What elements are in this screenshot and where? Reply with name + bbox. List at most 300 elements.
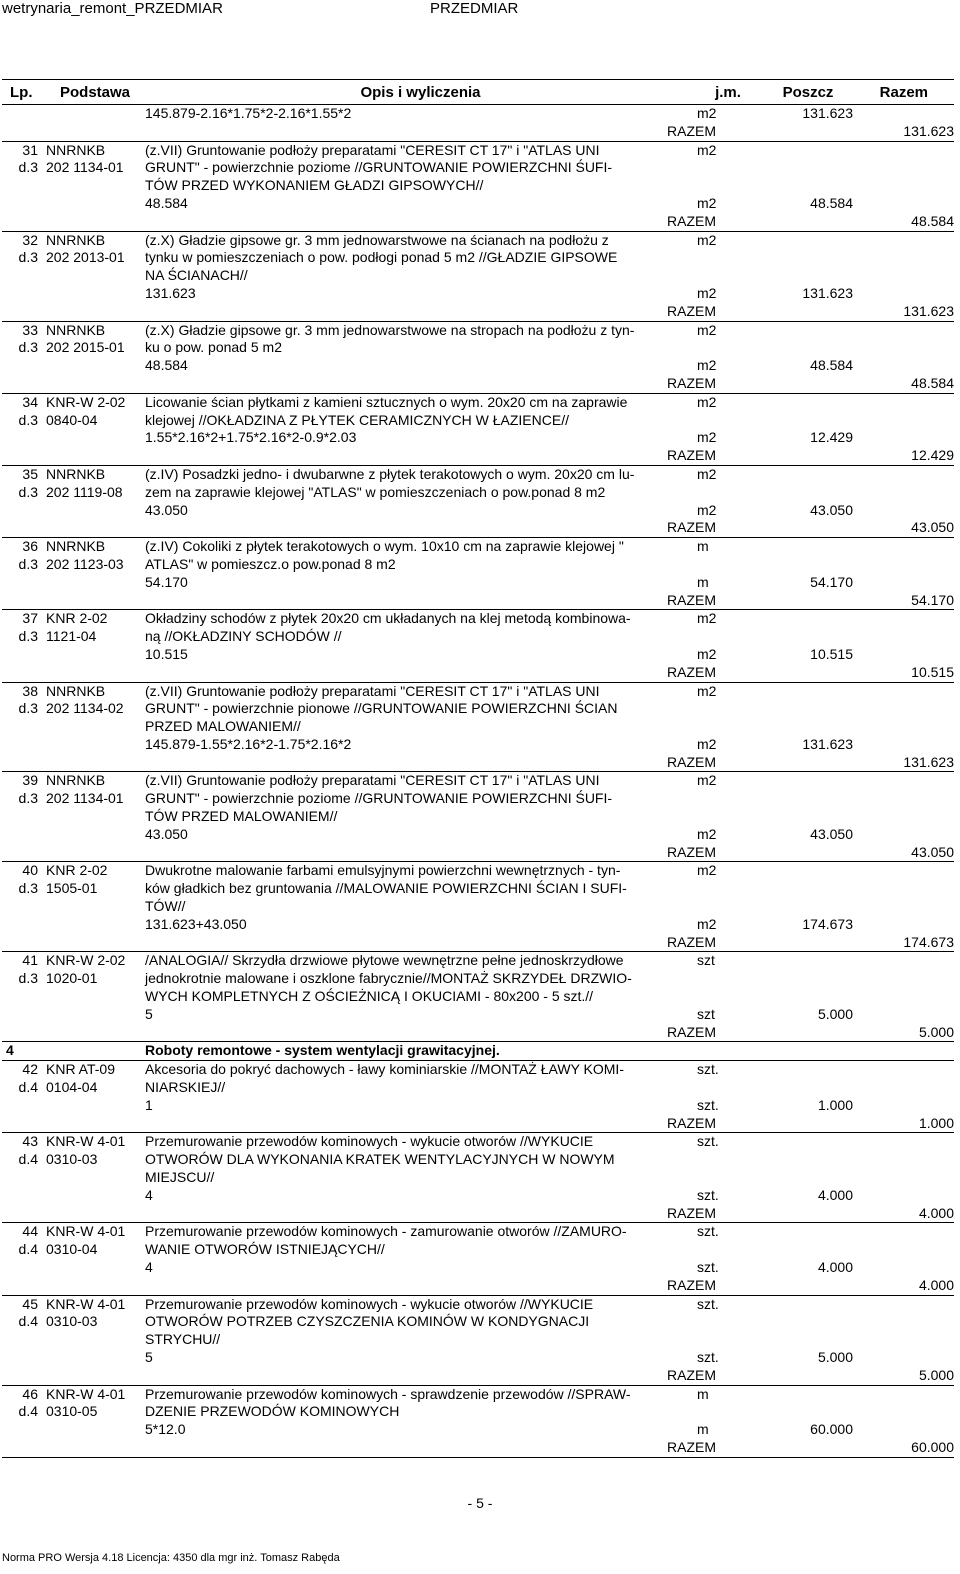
calc-value: 60.000 [810, 1421, 853, 1438]
calc-expression: 48.584 [145, 194, 188, 211]
calc-value: 48.584 [810, 194, 853, 211]
empty-cell [2, 1349, 42, 1367]
entry-number: d.3 [18, 159, 38, 176]
table-entry [2, 683, 954, 773]
empty-cell [853, 1241, 954, 1259]
empty-cell [757, 1331, 853, 1349]
table-entry [2, 1133, 954, 1223]
entry-number: d.4 [18, 1403, 38, 1420]
razem-line [2, 1277, 954, 1295]
calc-line [2, 646, 954, 664]
empty-cell [757, 683, 853, 701]
empty-cell [853, 646, 954, 664]
przedmiar-table [2, 79, 954, 1458]
description-line [2, 339, 954, 357]
razem-value: 43.050 [911, 519, 954, 536]
description-line [2, 556, 954, 574]
empty-cell [757, 988, 853, 1006]
description-line [2, 484, 954, 502]
empty-cell [2, 916, 42, 934]
table-entry [2, 1296, 954, 1386]
entry-basis: 1020-01 [46, 970, 98, 987]
razem-value: 60.000 [911, 1438, 954, 1455]
entry-unit: m [697, 1385, 709, 1402]
entry-description: TÓW PRZED WYKONANIEM GŁADZI GIPSOWYCH// [145, 177, 484, 194]
header-podstawa: Podstawa [59, 83, 131, 101]
entry-number: 39 [22, 772, 38, 789]
empty-cell [2, 1097, 42, 1115]
empty-cell [42, 195, 142, 213]
empty-cell [42, 1006, 142, 1024]
calc-unit: m2 [697, 357, 717, 374]
entry-unit: m2 [697, 682, 717, 699]
entry-unit: szt [697, 952, 715, 969]
empty-cell [853, 970, 954, 988]
entry-basis: 1505-01 [46, 880, 98, 897]
entry-number: d.3 [18, 339, 38, 356]
empty-cell [757, 1061, 853, 1079]
empty-cell [853, 177, 954, 195]
razem-line [2, 592, 954, 610]
entry-number: 31 [22, 141, 38, 158]
empty-cell [853, 466, 954, 484]
entry-basis: NNRNKB [46, 321, 106, 338]
empty-cell [853, 826, 954, 844]
description-line [2, 700, 954, 718]
empty-cell [42, 916, 142, 934]
table-entry [2, 952, 954, 1042]
empty-cell [757, 772, 853, 790]
calc-line [2, 736, 954, 754]
empty-cell [853, 232, 954, 250]
entry-basis: KNR-W 2-02 [46, 393, 126, 410]
entry-description: (z.VII) Gruntowanie podłoży preparatami "CERESIT CT 17" i "ATLAS UNI [145, 682, 600, 699]
entry-basis: 202 1134-02 [46, 700, 124, 717]
entry-basis: 202 2013-01 [46, 249, 125, 266]
entry-description: Przemurowanie przewodów kominowych - wykucie otworów //WYKUCIE [145, 1295, 594, 1312]
empty-cell [2, 736, 42, 754]
calc-value: 4.000 [817, 1186, 853, 1203]
calc-line [2, 574, 954, 592]
razem-line [2, 447, 954, 465]
razem-value: 131.623 [903, 753, 954, 770]
entry-basis: KNR 2-02 [46, 862, 108, 879]
calc-expression: 54.170 [145, 573, 188, 590]
entry-basis [42, 1331, 142, 1349]
calc-line [2, 502, 954, 520]
empty-cell [2, 502, 42, 520]
razem-value: 1.000 [918, 1114, 954, 1131]
description-line [2, 249, 954, 267]
empty-cell [757, 466, 853, 484]
calc-value: 174.673 [802, 915, 853, 932]
entry-unit [697, 700, 757, 718]
entry-unit [697, 1151, 757, 1169]
entry-basis: KNR-W 4-01 [46, 1295, 126, 1312]
entry-number [2, 898, 42, 916]
entry-unit: m2 [697, 610, 717, 627]
entry-unit: m2 [697, 141, 717, 158]
empty-cell [2, 826, 42, 844]
empty-cell [757, 808, 853, 826]
entry-unit [697, 988, 757, 1006]
razem-label: RAZEM [667, 933, 716, 950]
empty-cell [853, 1187, 954, 1205]
entry-unit [697, 1241, 757, 1259]
empty-cell [853, 610, 954, 628]
entry-number: 40 [22, 862, 38, 879]
description-line [2, 808, 954, 826]
entry-number: d.4 [18, 1313, 38, 1330]
empty-cell [853, 683, 954, 701]
entry-basis: KNR-W 2-02 [46, 952, 126, 969]
empty-cell [853, 1313, 954, 1331]
calc-line [2, 1349, 954, 1367]
razem-line [2, 754, 954, 772]
entry-description: DZENIE PRZEWODÓW KOMINOWYCH [145, 1403, 400, 1420]
entry-basis: 0310-05 [46, 1403, 98, 1420]
empty-cell [853, 1349, 954, 1367]
entry-description: Przemurowanie przewodów kominowych - zamurowanie otworów //ZAMURO- [145, 1223, 627, 1240]
entry-basis: NNRNKB [46, 538, 106, 555]
entry-basis [42, 1169, 142, 1187]
empty-cell [853, 357, 954, 375]
calc-value: 5.000 [817, 1005, 853, 1022]
description-line [2, 1313, 954, 1331]
calc-expression: 43.050 [145, 825, 188, 842]
entry-unit [697, 880, 757, 898]
razem-label: RAZEM [667, 1276, 716, 1293]
entry-number [2, 177, 42, 195]
entry-number: d.3 [18, 249, 38, 266]
razem-value: 54.170 [911, 591, 954, 608]
calc-value: 10.515 [810, 645, 853, 662]
calc-unit: szt. [697, 1096, 719, 1113]
entry-description: WYCH KOMPLETNYCH Z OŚCIEŻNICĄ I OKUCIAMI - 80x200 - 5 szt.// [145, 988, 594, 1005]
razem-line [2, 1205, 954, 1223]
table-header [2, 79, 954, 105]
entry-basis: NNRNKB [46, 231, 106, 248]
entry-unit: m2 [697, 862, 717, 879]
empty-cell [2, 574, 42, 592]
entry-unit [697, 718, 757, 736]
entry-description: Dwukrotne malowanie farbami emulsyjnymi powierzchni wewnętrznych - tyn- [145, 862, 621, 879]
calc-line [2, 195, 954, 213]
empty-cell [42, 1349, 142, 1367]
empty-cell [853, 502, 954, 520]
razem-value: 131.623 [903, 122, 954, 139]
empty-cell [853, 1223, 954, 1241]
razem-label: RAZEM [667, 663, 716, 680]
entry-unit [697, 249, 757, 267]
calc-unit: m2 [697, 429, 717, 446]
entry-description: /ANALOGIA// Skrzydła drzwiowe płytowe wewnętrzne pełne jednoskrzydłowe [145, 952, 624, 969]
empty-cell [42, 574, 142, 592]
empty-cell [853, 772, 954, 790]
entry-description: (z.IV) Posadzki jedno- i dwubarwne z płytek terakotowych o wym. 20x20 cm lu- [145, 465, 635, 482]
empty-cell [2, 1006, 42, 1024]
entry-description: TÓW PRZED MALOWANIEM// [145, 808, 338, 825]
table-entry [2, 772, 954, 862]
page-number: - 5 - [467, 1495, 493, 1511]
entry-unit [697, 484, 757, 502]
empty-cell [757, 718, 853, 736]
empty-cell [853, 1403, 954, 1421]
razem-label: RAZEM [667, 753, 716, 770]
calc-value: 43.050 [810, 501, 853, 518]
entry-basis: KNR-W 4-01 [46, 1223, 126, 1240]
empty-cell [853, 285, 954, 303]
entry-number: 32 [22, 231, 38, 248]
entry-basis: 1121-04 [46, 628, 97, 645]
calc-line [2, 1006, 954, 1024]
description-line [2, 610, 954, 628]
calc-line [2, 1421, 954, 1439]
razem-label: RAZEM [667, 519, 716, 536]
entry-description: ków gładkich bez gruntowania //MALOWANIE POWIERZCHNI ŚCIAN I SUFI- [145, 880, 627, 897]
header-razem: Razem [879, 83, 928, 101]
calc-unit: m2 [697, 645, 717, 662]
description-line [2, 718, 954, 736]
entry-unit [697, 898, 757, 916]
entry-basis [42, 988, 142, 1006]
description-line [2, 1133, 954, 1151]
entry-unit: szt. [697, 1223, 719, 1240]
entry-number: 36 [22, 538, 38, 555]
calc-expression: 1.55*2.16*2+1.75*2.16*2-0.9*2.03 [145, 429, 357, 446]
calc-unit: m2 [697, 825, 717, 842]
entry-number: 45 [22, 1295, 38, 1312]
empty-cell [42, 1097, 142, 1115]
empty-cell [2, 429, 42, 447]
entry-number: 44 [22, 1223, 38, 1240]
entry-basis: 202 1134-01 [46, 159, 124, 176]
empty-cell [853, 1061, 954, 1079]
entry-description: Licowanie ścian płytkami z kamieni sztucznych o wym. 20x20 cm na zaprawie [145, 393, 628, 410]
description-line [2, 1079, 954, 1097]
entry-number: d.3 [18, 880, 38, 897]
empty-cell [757, 1386, 853, 1404]
empty-cell [757, 970, 853, 988]
entry-unit [697, 339, 757, 357]
calc-expression: 1 [145, 1096, 153, 1113]
empty-cell [853, 339, 954, 357]
entry-basis: NNRNKB [46, 141, 106, 158]
entry-description: TÓW// [145, 898, 186, 915]
entry-unit [697, 970, 757, 988]
description-line [2, 1223, 954, 1241]
entry-unit: m2 [697, 231, 717, 248]
entry-number [2, 267, 42, 285]
entry-description: jednokrotnie malowane i oszklone fabrycznie//MONTAŻ SKRZYDEŁ DRZWIO- [145, 970, 632, 987]
calc-value: 131.623 [802, 284, 853, 301]
empty-cell [757, 232, 853, 250]
calc-expression: 145.879-2.16*1.75*2-2.16*1.55*2 [145, 105, 352, 121]
razem-line [2, 123, 954, 141]
calc-line [2, 826, 954, 844]
entry-unit [697, 1079, 757, 1097]
empty-cell [853, 538, 954, 556]
empty-cell [757, 1133, 853, 1151]
empty-cell [853, 249, 954, 267]
calc-value: 12.429 [810, 429, 853, 446]
carry-over-entry [2, 105, 954, 142]
entries-group-3 [2, 142, 954, 1043]
empty-cell [853, 880, 954, 898]
description-line [2, 1169, 954, 1187]
entry-number: d.4 [18, 1241, 38, 1258]
empty-cell [757, 412, 853, 430]
calc-expression: 4 [145, 1259, 153, 1275]
entry-unit [697, 1403, 757, 1421]
entry-description: klejowej //OKŁADZINA Z PŁYTEK CERAMICZNYCH W ŁAZIENCE// [145, 411, 569, 428]
empty-cell [853, 628, 954, 646]
empty-cell [853, 412, 954, 430]
empty-cell [757, 484, 853, 502]
empty-cell [2, 285, 42, 303]
entry-basis [42, 267, 142, 285]
entry-number: 41 [22, 952, 38, 969]
calc-expression: 5*12.0 [145, 1421, 186, 1438]
empty-cell [853, 195, 954, 213]
calc-unit: m2 [697, 915, 717, 932]
entry-unit [697, 790, 757, 808]
entry-unit: szt. [697, 1133, 719, 1150]
entry-basis: 0104-04 [46, 1079, 98, 1096]
calc-line [2, 916, 954, 934]
entry-description: tynku w pomieszczeniach o pow. podłogi ponad 5 m2 //GŁADZIE GIPSOWE [145, 249, 618, 266]
razem-line [2, 1439, 954, 1457]
entry-description: Przemurowanie przewodów kominowych - wykucie otworów //WYKUCIE [145, 1133, 594, 1150]
empty-cell [757, 1241, 853, 1259]
entry-basis [42, 808, 142, 826]
razem-label: RAZEM [667, 302, 716, 319]
empty-cell [853, 916, 954, 934]
calc-expression: 43.050 [145, 501, 188, 518]
calc-value: 48.584 [810, 357, 853, 374]
entry-number [2, 1331, 42, 1349]
empty-cell [853, 159, 954, 177]
empty-cell [757, 952, 853, 970]
description-line [2, 898, 954, 916]
razem-label: RAZEM [667, 374, 716, 391]
empty-cell [757, 394, 853, 412]
razem-label: RAZEM [667, 447, 716, 464]
entry-unit: m2 [697, 772, 717, 789]
empty-cell [757, 267, 853, 285]
empty-cell [757, 249, 853, 267]
entry-basis: 0310-03 [46, 1151, 98, 1168]
razem-label: RAZEM [667, 843, 716, 860]
empty-cell [757, 1313, 853, 1331]
entry-description: NA ŚCIANACH// [145, 267, 248, 284]
razem-value: 43.050 [911, 843, 954, 860]
entry-unit: m2 [697, 321, 717, 338]
empty-cell [42, 502, 142, 520]
empty-cell [853, 556, 954, 574]
razem-line [2, 934, 954, 952]
razem-value: 131.623 [903, 302, 954, 319]
entry-description: OTWORÓW POTRZEB CZYSZCZENIA KOMINÓW W KONDYGNACJI [145, 1313, 590, 1330]
razem-value: 5.000 [918, 1366, 954, 1383]
entry-description: ku o pow. ponad 5 m2 [145, 339, 282, 356]
calc-unit: szt. [697, 1348, 719, 1365]
description-line [2, 159, 954, 177]
description-line [2, 322, 954, 340]
section-number: 4 [6, 1042, 14, 1059]
calc-line [2, 1259, 954, 1277]
entry-unit [697, 808, 757, 826]
empty-cell [757, 790, 853, 808]
empty-cell [2, 195, 42, 213]
empty-cell [853, 700, 954, 718]
table-entry [2, 142, 954, 232]
calc-value: 43.050 [810, 825, 853, 842]
empty-cell [853, 1259, 954, 1277]
empty-cell [853, 574, 954, 592]
empty-cell [2, 357, 42, 375]
entry-unit [697, 1313, 757, 1331]
empty-cell [853, 1421, 954, 1439]
entry-basis [42, 177, 142, 195]
entry-unit [697, 159, 757, 177]
empty-cell [42, 826, 142, 844]
empty-cell [757, 538, 853, 556]
razem-value: 12.429 [911, 447, 954, 464]
document-name: wetrynaria_remont_PRZEDMIAR [2, 0, 223, 17]
description-line [2, 1296, 954, 1314]
description-line [2, 988, 954, 1006]
empty-cell [853, 790, 954, 808]
razem-line [2, 844, 954, 862]
entry-number: d.3 [18, 555, 38, 572]
empty-cell [757, 177, 853, 195]
calc-expression: 5 [145, 1005, 153, 1022]
calc-value: 5.000 [817, 1348, 853, 1365]
entry-description: WANIE OTWORÓW ISTNIEJĄCYCH// [145, 1241, 385, 1258]
entry-unit [697, 267, 757, 285]
entry-number: d.3 [18, 700, 38, 717]
empty-cell [757, 1169, 853, 1187]
empty-cell [853, 988, 954, 1006]
description-line [2, 177, 954, 195]
empty-cell [42, 1187, 142, 1205]
empty-cell [757, 1403, 853, 1421]
empty-cell [853, 718, 954, 736]
entry-description: (z.IV) Cokoliki z płytek terakotowych o wym. 10x10 cm na zaprawie klejowej " [145, 538, 624, 555]
empty-cell [2, 646, 42, 664]
empty-cell [757, 862, 853, 880]
razem-value: 48.584 [911, 212, 954, 229]
entries-group-4 [2, 1061, 954, 1458]
entry-unit [697, 628, 757, 646]
entry-unit: szt. [697, 1061, 719, 1078]
entry-basis: 202 2015-01 [46, 339, 125, 356]
entry-number: 38 [22, 682, 38, 699]
entry-basis: KNR AT-09 [46, 1061, 115, 1078]
entry-number [2, 808, 42, 826]
entry-basis: NNRNKB [46, 465, 106, 482]
header-lp: Lp. [10, 83, 33, 101]
entry-description: OTWORÓW DLA WYKONANIA KRATEK WENTYLACYJNYCH W NOWYM [145, 1151, 615, 1168]
entry-number: d.3 [18, 790, 38, 807]
empty-cell [853, 1386, 954, 1404]
empty-cell [42, 736, 142, 754]
empty-cell [757, 1151, 853, 1169]
table-entry [2, 1061, 954, 1133]
empty-cell [853, 484, 954, 502]
description-line [2, 538, 954, 556]
